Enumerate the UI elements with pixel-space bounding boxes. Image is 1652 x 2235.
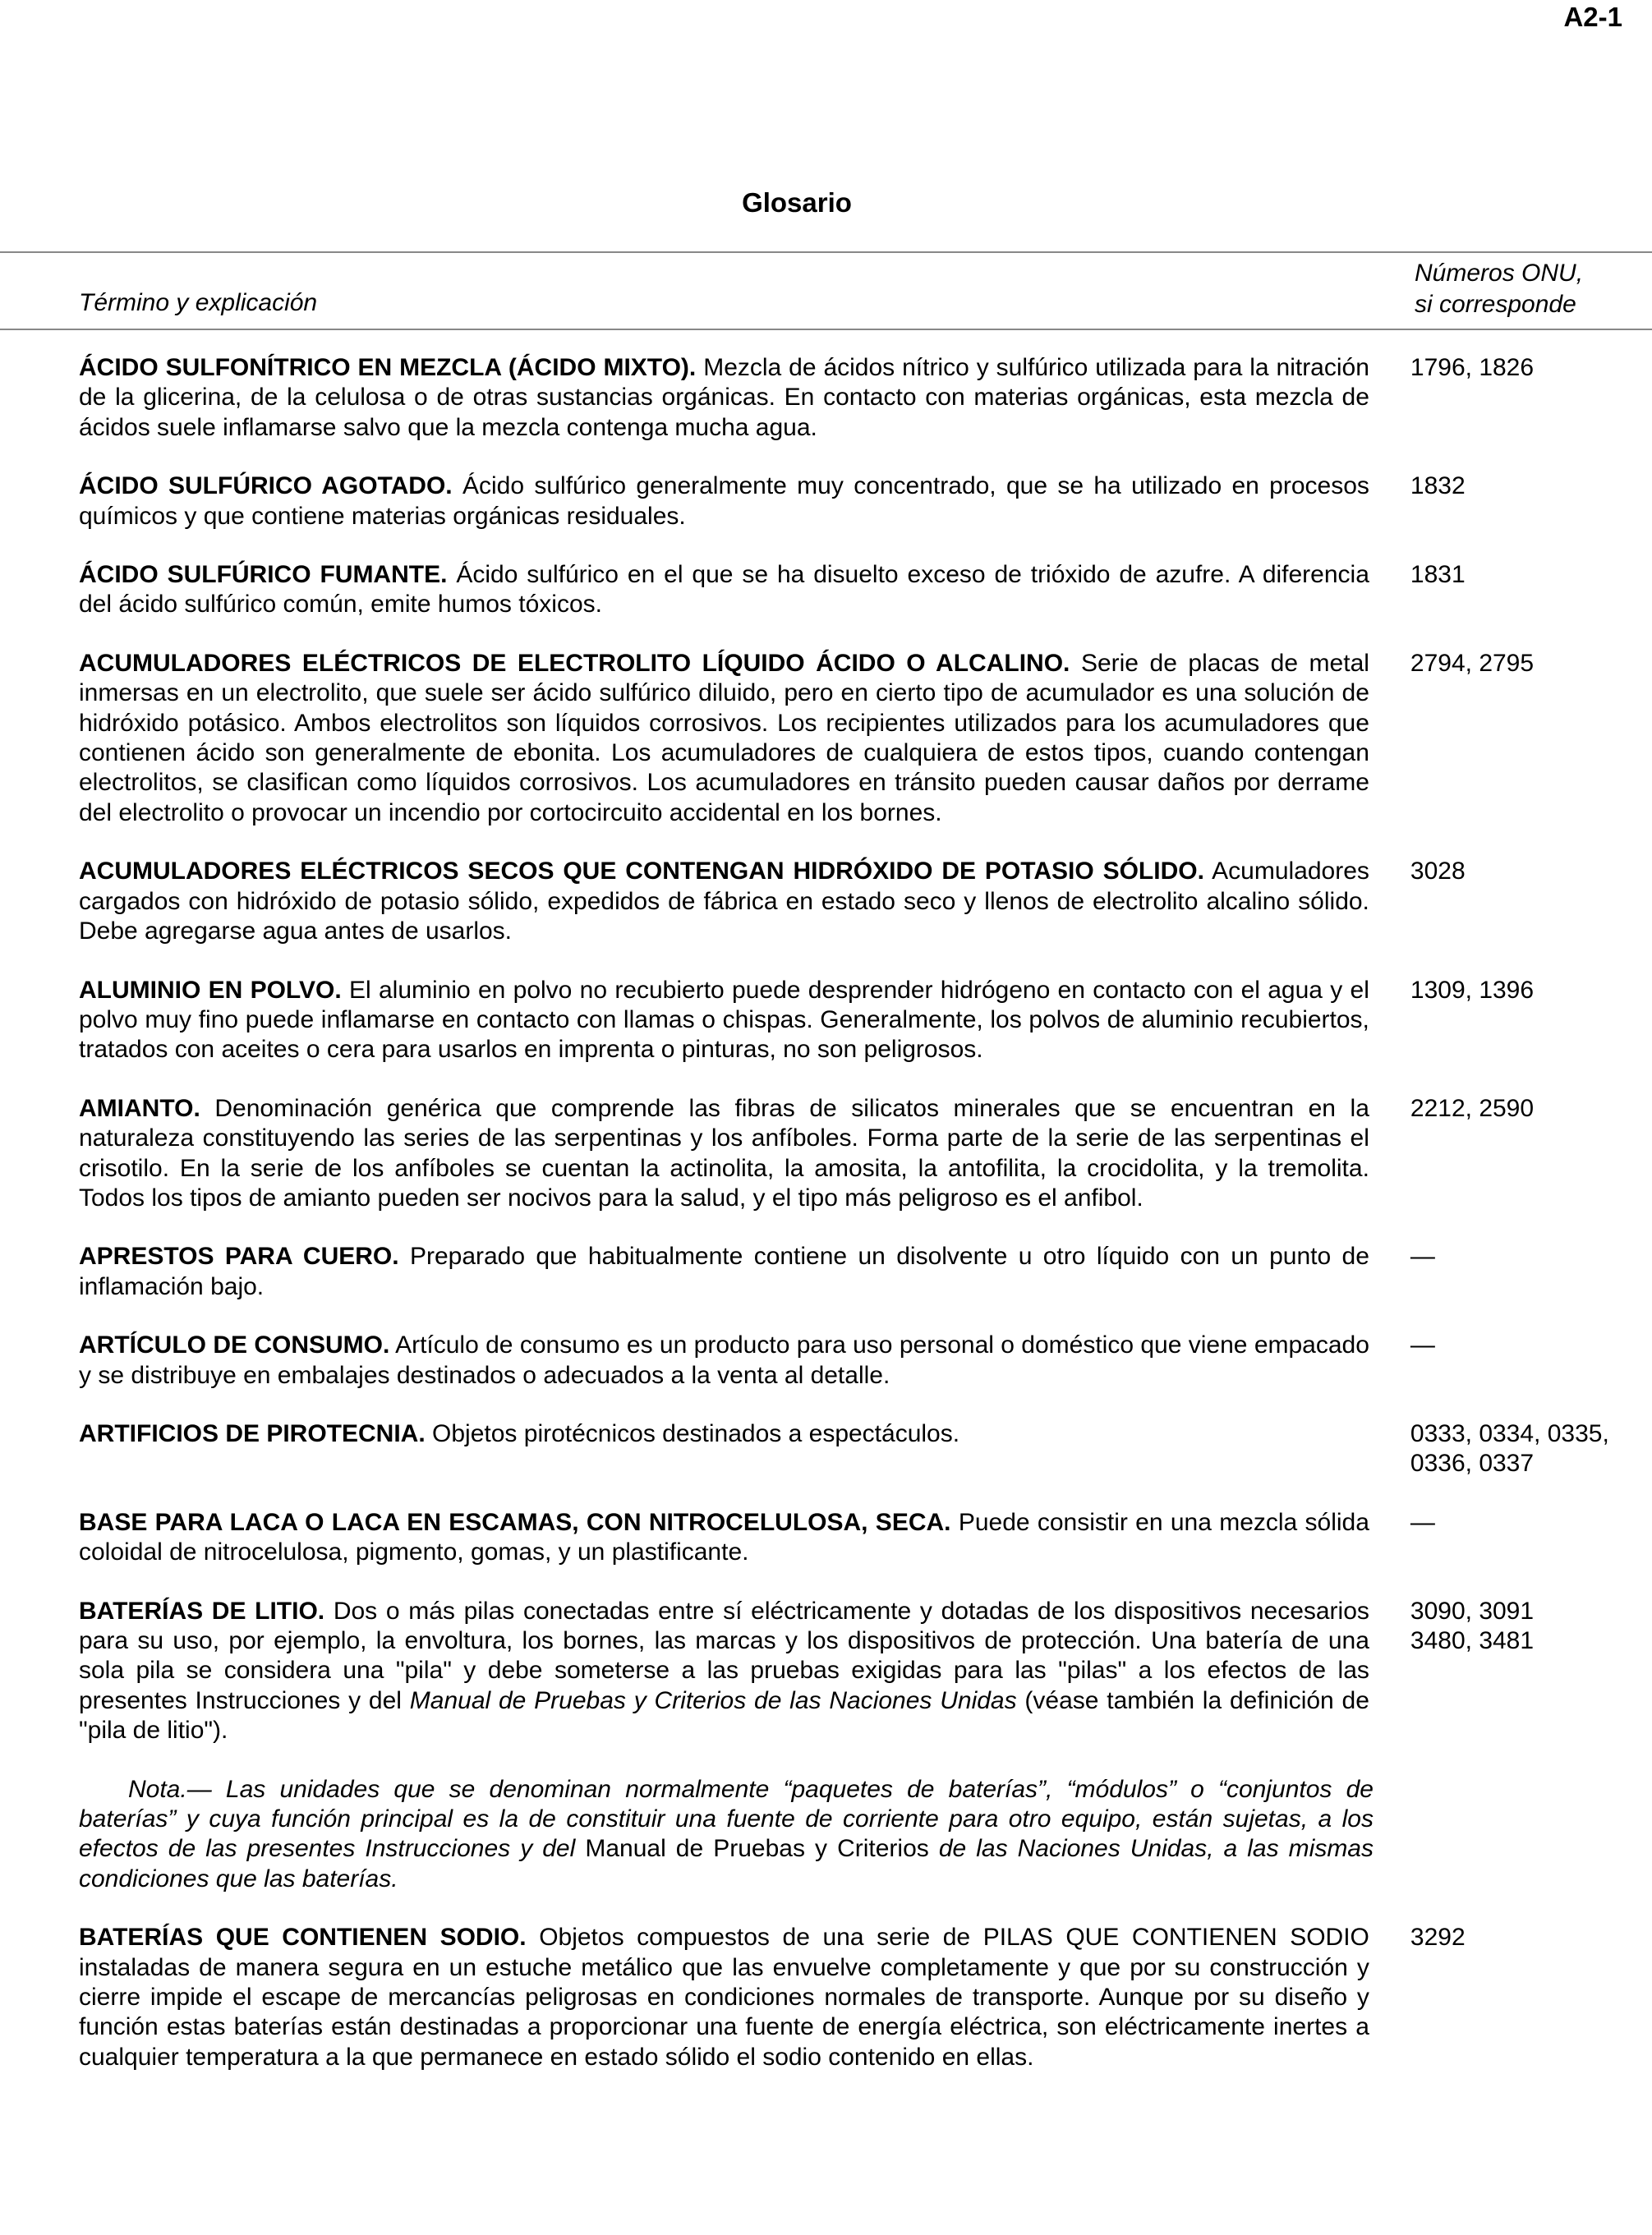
page-title: Glosario xyxy=(742,187,852,218)
glossary-entry xyxy=(79,1419,1640,1479)
top-rule xyxy=(0,251,1652,253)
entry-text xyxy=(79,1923,1369,2072)
entry-text xyxy=(79,857,1369,946)
entry-term: ARTÍCULO DE CONSUMO. xyxy=(79,1331,390,1359)
un-column-header xyxy=(1415,258,1583,320)
entry-text xyxy=(79,1597,1369,1746)
entry-un-numbers: 2212, 2590 xyxy=(1410,1094,1535,1122)
entry-text xyxy=(79,353,1369,443)
entry-text xyxy=(79,1094,1369,1214)
entry-explanation: Acumuladores cargados con hidróxido de potasio sólido, expedidos de fábrica en estado seco y llenos de electrolito alcalino sólido. Debe agregarse agua antes de usarlos. xyxy=(79,858,1369,945)
entry-term: BASE PARA LACA O LACA EN ESCAMAS, CON NITROCELULOSA, SECA. xyxy=(79,1508,951,1536)
entry-un-numbers: 1309, 1396 xyxy=(1410,976,1535,1004)
entry-un-numbers xyxy=(1410,1597,1640,1657)
entry-term: AMIANTO. xyxy=(79,1094,200,1122)
entry-un-numbers: — xyxy=(1410,1508,1435,1536)
entry-explanation: Denominación genérica que comprende las fibras de silicatos minerales que se encuentran en la naturaleza constituyendo las series de las serpentinas y los anfíboles. Forma parte de la serie de las serpentinas el crisotilo. En la serie de los anfíboles se cuentan la actinolita, la amosita, la antofilita, la crocidolita, y la tremolita. Todos los tipos de amianto pueden ser nocivos para la salud, y el tipo más peligroso es el anfibol. xyxy=(79,1094,1369,1212)
entry-text xyxy=(79,1419,1369,1449)
glossary-entry-lithium-batteries xyxy=(79,1597,1640,1746)
entry-un-numbers: 1832 xyxy=(1410,472,1466,500)
entry-explanation: El aluminio en polvo no recubierto puede desprender hidrógeno en contacto con el agua y el polvo muy fino puede inflamarse en contacto con llamas o chispas. Generalmente, los polvos de aluminio recubiertos, tratados con aceites o cera para usarlos en imprenta o pinturas, no son peligrosos. xyxy=(79,976,1369,1064)
manual-reference: Manual de Pruebas y Criterios de las Naciones Unidas xyxy=(409,1686,1017,1714)
entry-term: ARTIFICIOS DE PIROTECNIA. xyxy=(79,1419,426,1447)
glossary-entry xyxy=(79,976,1640,1065)
entry-term: APRESTOS PARA CUERO. xyxy=(79,1243,399,1271)
entry-explanation: Puede consistir en una mezcla sólida coloidal de nitrocelulosa, pigmento, gomas, y un plastificante. xyxy=(79,1508,1369,1566)
term-column-header: Término y explicación xyxy=(79,289,318,316)
entry-term: ACUMULADORES ELÉCTRICOS SECOS QUE CONTENGAN HIDRÓXIDO DE POTASIO SÓLIDO. xyxy=(79,858,1204,885)
note-text-end: de las Naciones Unidas, a las mismas condiciones que las baterías. xyxy=(79,1835,1374,1892)
entry-text xyxy=(79,471,1369,531)
entry-un-numbers: — xyxy=(1410,1243,1435,1271)
entry-text xyxy=(79,1508,1369,1568)
glossary-entry xyxy=(79,353,1640,443)
entry-term: ACUMULADORES ELÉCTRICOS DE ELECTROLITO LÍQUIDO ÁCIDO O ALCALINO. xyxy=(79,649,1070,677)
entry-explanation: Artículo de consumo es un producto para uso personal o doméstico que viene empacado y se distribuye en embalajes destinados o adecuados a la venta al detalle. xyxy=(79,1331,1369,1389)
entry-text xyxy=(79,560,1369,620)
glossary-entry xyxy=(79,560,1640,620)
entry-explanation: Objetos pirotécnicos destinados a espectáculos. xyxy=(432,1419,960,1447)
page-number: A2-1 xyxy=(1563,2,1622,32)
un-column-header-line2: si corresponde xyxy=(1415,291,1576,318)
entry-un-numbers: 3292 xyxy=(1410,1924,1466,1952)
glossary-entries xyxy=(79,353,1640,2101)
entry-un-numbers: 3028 xyxy=(1410,858,1466,885)
un-numbers-line2: 3480, 3481 xyxy=(1410,1627,1535,1654)
entry-un-numbers: — xyxy=(1410,1331,1435,1359)
entry-explanation: Ácido sulfúrico en el que se ha disuelto exceso de trióxido de azufre. A diferencia del ácido sulfúrico común, emite humos tóxicos. xyxy=(79,561,1369,619)
glossary-entry xyxy=(79,1331,1640,1391)
note-text: Nota.— Las unidades que se denominan normalmente “paquetes de baterías”, “módulos” o “conjuntos de baterías” y cuya función principal es la de constituir una fuente de corriente para otro equipo, están sujetas, a los efectos de las presentes Instrucciones y del xyxy=(79,1775,1374,1863)
glossary-entry xyxy=(79,1094,1640,1214)
entry-un-numbers: 1831 xyxy=(1410,561,1466,589)
entry-un-numbers: 2794, 2795 xyxy=(1410,649,1535,677)
entry-term: BATERÍAS QUE CONTIENEN SODIO. xyxy=(79,1924,527,1952)
glossary-entry xyxy=(79,857,1640,946)
entry-term: ÁCIDO SULFÚRICO AGOTADO. xyxy=(79,472,453,500)
entry-explanation: Dos o más pilas conectadas entre sí eléctricamente y dotadas de los dispositivos necesarios para su uso, por ejemplo, la envoltura, los bornes, las marcas y los dispositivos de protección. Una batería de una sola pila se considera una "pila" y debe someterse a las pruebas exigidas para las "pilas" a los efectos de las presentes Instrucciones y del xyxy=(79,1597,1369,1714)
entry-explanation: Ácido sulfúrico generalmente muy concentrado, que se ha utilizado en procesos químicos y que contiene materias orgánicas residuales. xyxy=(79,472,1369,530)
glossary-entry xyxy=(79,649,1640,828)
lithium-note xyxy=(79,1775,1374,1895)
un-numbers-line1: 3090, 3091 xyxy=(1410,1597,1535,1625)
header-rule xyxy=(0,329,1652,330)
glossary-entry-sodium-batteries xyxy=(79,1923,1640,2072)
entry-explanation: Mezcla de ácidos nítrico y sulfúrico utilizada para la nitración de la glicerina, de la celulosa o de otras sustancias orgánicas. En contacto con materias orgánicas, esta mezcla de ácidos suele inflamarse salvo que la mezcla contenga mucha agua. xyxy=(79,354,1369,441)
entry-text xyxy=(79,976,1369,1065)
entry-term: ALUMINIO EN POLVO. xyxy=(79,976,342,1004)
glossary-entry xyxy=(79,471,1640,531)
entry-un-numbers: 1796, 1826 xyxy=(1410,354,1535,381)
entry-text xyxy=(79,1331,1369,1391)
entry-explanation-end: (véase también la definición de "pila de litio"). xyxy=(79,1686,1369,1745)
entry-explanation: Serie de placas de metal inmersas en un electrolito, que suele ser ácido sulfúrico diluido, pero en cierto tipo de acumulador es una solución de hidróxido potásico. Ambos electrolitos son líquidos corrosivos. Los recipientes utilizados para los acumuladores que contienen ácido son generalmente de ebonita. Los acumuladores de cualquiera de estos tipos, cuando contengan electrolitos, se clasifican como líquidos corrosivos. Los acumuladores en tránsito pueden causar daños por derrame del electrolito o provocar un incendio por cortocircuito accidental en los bornes. xyxy=(79,649,1369,826)
glossary-entry xyxy=(79,1508,1640,1568)
entry-un-numbers: 0333, 0334, 0335, 0336, 0337 xyxy=(1410,1419,1609,1478)
entry-term: BATERÍAS DE LITIO. xyxy=(79,1597,325,1625)
entry-text xyxy=(79,1242,1369,1302)
entry-term: ÁCIDO SULFÚRICO FUMANTE. xyxy=(79,561,448,589)
entry-term: ÁCIDO SULFONÍTRICO EN MEZCLA (ÁCIDO MIXTO). xyxy=(79,354,697,381)
entry-explanation: Objetos compuestos de una serie de PILAS QUE CONTIENEN SODIO instaladas de manera segura en un estuche metálico que las envuelve completamente y que por su construcción y cierre impide el escape de mercancías peligrosas en condiciones normales de transporte. Aunque por su diseño y función estas baterías están destinadas a proporcionar una fuente de energía eléctrica, son eléctricamente inertes a cualquier temperatura a la que permanece en estado sólido el sodio contenido en ellas. xyxy=(79,1924,1369,2071)
manual-reference: Manual de Pruebas y Criterios xyxy=(585,1835,929,1863)
glossary-entry xyxy=(79,1242,1640,1302)
un-column-header-line1: Números ONU, xyxy=(1415,260,1584,287)
entry-explanation: Preparado que habitualmente contiene un disolvente u otro líquido con un punto de inflamación bajo. xyxy=(79,1243,1369,1300)
entry-text xyxy=(79,649,1369,828)
